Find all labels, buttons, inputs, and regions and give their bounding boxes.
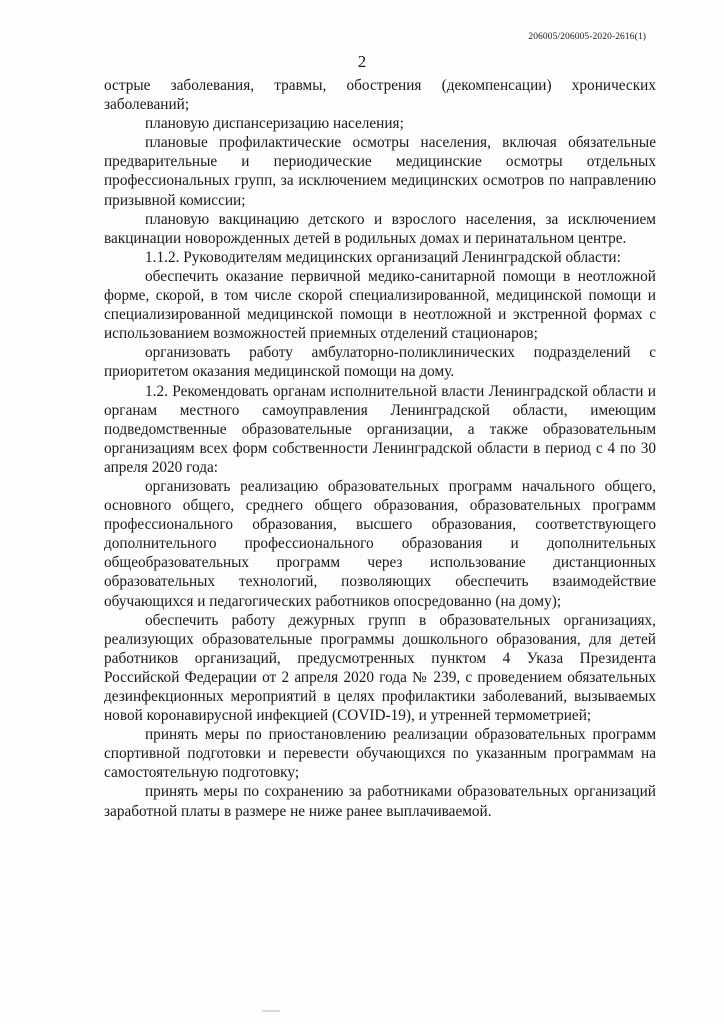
paragraph: принять меры по приостановлению реализации образовательных программ спортивной подготовки и перевести обучающихся по указанным программам на самостоятельную подготовку; (104, 726, 656, 782)
page-number: 2 (357, 52, 367, 71)
paragraph: принять меры по сохранению за работниками образовательных организаций заработной платы в размере не ниже ранее выплачиваемой. (104, 783, 656, 820)
clause-1-2: 1.2. Рекомендовать органам исполнительной власти Ленинградской области и органам местного самоуправления Ленинградской области, имеющим подведомственные образовательные организации, а также образовательным организациям всех форм собственности Ленинградской области в период с 4 по 30 апреля 2020 года: (104, 382, 656, 476)
scan-artifact (262, 1010, 280, 1012)
document-registration-number: 206005/206005-2020-2616(1) (528, 32, 646, 42)
paragraph: организовать работу амбулаторно-поликлинических подразделений с приоритетом оказания медицинской помощи на дому. (104, 344, 656, 381)
paragraph: плановые профилактические осмотры населения, включая обязательные предварительные и периодические медицинские осмотры отдельных профессиональных групп, за исключением медицинских осмотров по направлению призывной комиссии; (104, 134, 656, 209)
paragraph: плановую диспансеризацию населения; (145, 115, 404, 133)
paragraph: обеспечить работу дежурных групп в образовательных организациях, реализующих образовательные программы дошкольного образования, для детей работников организаций, предусмотренных пунктом 4 Указа Президента Российской Федерации от 2 апреля 2020 года № 239, с проведением обязательных дезинфекционных мероприятий в целях профилактики заболеваний, вызываемых новой коронавирусной инфекцией (COVID-19), и утренней термометрией; (104, 611, 656, 725)
paragraph: плановую вакцинацию детского и взрослого населения, за исключением вакцинации новорожденных детей в родильных домах и перинатальном центре. (104, 210, 656, 247)
document-body (104, 76, 656, 821)
clause-1-1-2: 1.1.2. Руководителям медицинских организаций Ленинградской области: (145, 248, 621, 266)
paragraph-continuation: острые заболевания, травмы, обострения (декомпенсации) хронических заболеваний; (104, 77, 656, 114)
paragraph: организовать реализацию образовательных программ начального общего, основного общего, среднего общего образования, образовательных программ профессионального образования, высшего образования, соответствующего дополнительного профессионального образования и дополнительных общеобразовательных программ через использование дистанционных образовательных технологий, позволяющих обеспечить взаимодействие обучающихся и педагогических работников опосредованно (на дому); (104, 477, 656, 610)
paragraph: обеспечить оказание первичной медико-санитарной помощи в неотложной форме, скорой, в том числе скорой специализированной, медицинской помощи и специализированной медицинской помощи в неотложной и экстренной формах с использованием возможностей приемных отделений стационаров; (104, 267, 656, 343)
